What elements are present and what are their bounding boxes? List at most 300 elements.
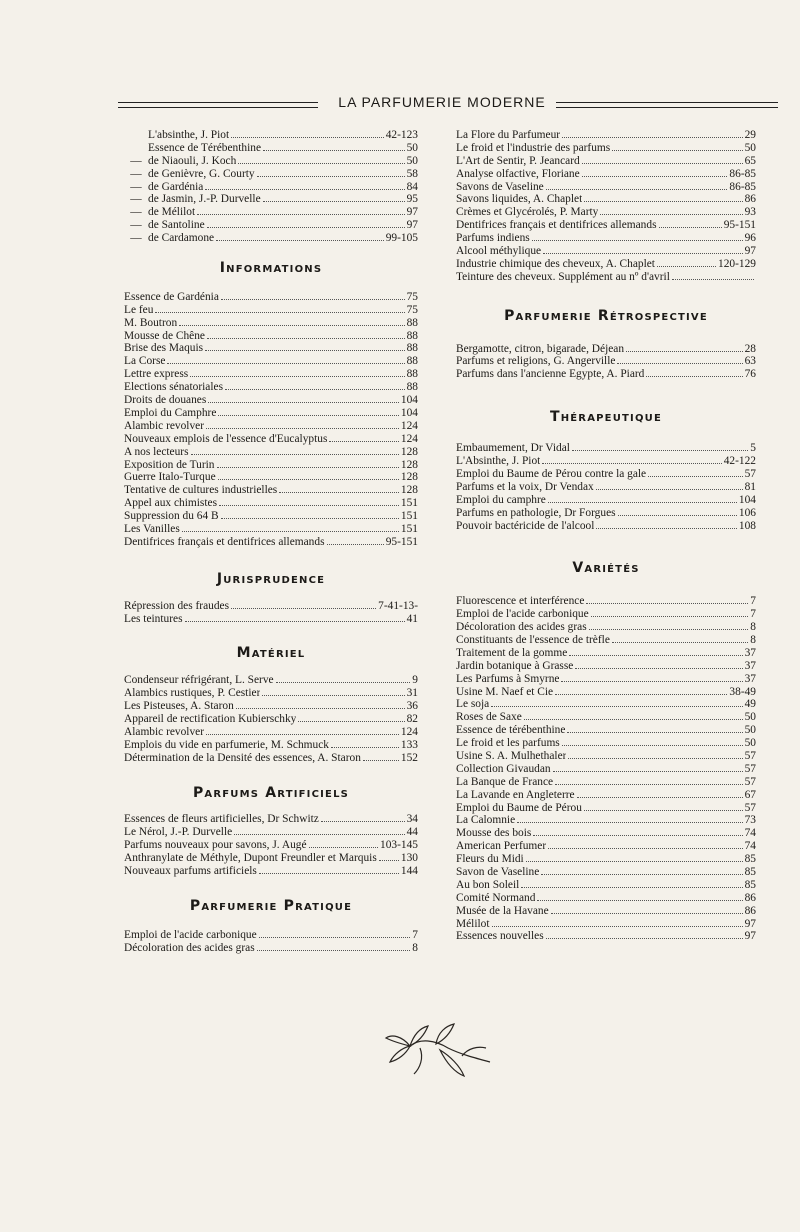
dot-leader [596, 482, 743, 490]
toc-entry [456, 271, 756, 284]
entry-title: Usine M. Naef et Cie [456, 685, 554, 698]
toc-entry [124, 368, 418, 381]
page-number: 151 [400, 497, 418, 510]
toc-entry [124, 826, 418, 839]
toc-entry [456, 608, 756, 621]
dot-leader [543, 246, 743, 254]
toc-entry [456, 827, 756, 840]
entry-title: Parfums et religions, G. Angerville [456, 355, 616, 368]
page-number: 38-49 [729, 685, 756, 698]
toc-entry [456, 494, 756, 507]
toc-entry [124, 484, 418, 497]
entry-title: La Banque de France [456, 775, 554, 788]
entry-title: Parfums et la voix, Dr Vendax [456, 480, 594, 493]
page-number: 97 [406, 219, 418, 232]
page-number: 124 [400, 725, 418, 738]
entry-title: Essences de fleurs artificielles, Dr Schwitz [124, 813, 319, 826]
section-heading: Informations [219, 260, 323, 277]
dot-leader [562, 738, 743, 746]
dot-leader [298, 714, 404, 722]
page-number: 8 [412, 941, 418, 954]
entry-title: Suppression du 64 B [124, 510, 219, 523]
toc-entry [456, 507, 756, 520]
section-therapeutique [456, 411, 756, 532]
dot-leader [541, 867, 742, 875]
dot-leader [218, 408, 399, 416]
page-number: 128 [400, 471, 418, 484]
entry-title: Guerre Italo-Turque [124, 471, 216, 484]
section-heading: Thérapeutique [549, 409, 663, 426]
entry-title: Condenseur réfrigérant, L. Serve [124, 674, 274, 687]
dot-leader [548, 841, 742, 849]
entry-title: Musée de la Havane [456, 904, 549, 917]
page-number: 85 [744, 878, 756, 891]
entry-title: Emploi de l'acide carbonique [124, 928, 257, 941]
entry-title: Savons liquides, A. Chaplet [456, 193, 583, 206]
entry-title: de Santoline [148, 219, 205, 232]
dot-leader [548, 495, 737, 503]
dot-leader [321, 814, 405, 822]
dot-leader [562, 130, 743, 138]
dot-leader [555, 687, 727, 695]
dot-leader [659, 220, 722, 228]
toc-entry [124, 600, 418, 613]
dot-leader [551, 906, 743, 914]
dot-leader [182, 524, 399, 532]
flower-ornament-icon [380, 1018, 500, 1088]
entry-title: Savons de Vaseline [456, 180, 544, 193]
toc-entry [124, 510, 418, 523]
page-number: 93 [744, 206, 756, 219]
toc-entry [456, 168, 756, 181]
toc-entry [124, 394, 418, 407]
entry-title: Répression des fraudes [124, 599, 230, 612]
entry-title: Les Vanilles [124, 522, 180, 535]
toc-entry [456, 142, 756, 155]
dot-leader [263, 194, 405, 202]
header-rule-right [556, 102, 778, 108]
page-number: 103-145 [380, 839, 418, 852]
page-number: 88 [406, 381, 418, 394]
dot-leader [553, 764, 743, 772]
page-number: 88 [406, 368, 418, 381]
ditto-dash: — [130, 180, 142, 193]
dot-leader [205, 182, 404, 190]
section-heading: Jurisprudence [216, 570, 326, 587]
entry-title: L'Absinthe, J. Piot [456, 455, 541, 468]
dot-leader [331, 740, 399, 748]
toc-entry [456, 673, 756, 686]
toc-entry [124, 929, 418, 942]
entry-title: Fleurs du Midi [456, 853, 524, 866]
dot-leader [521, 880, 742, 888]
page-number: 34 [406, 813, 418, 826]
toc-entry [124, 446, 418, 459]
dot-leader [586, 596, 748, 604]
page-number: 106 [738, 506, 756, 519]
entry-title: La Lavande en Angleterre [456, 788, 575, 801]
entry-title: Le feu [124, 303, 154, 316]
entry-title: Le froid et l'industrie des parfums [456, 141, 611, 154]
toc-entry [456, 892, 756, 905]
entry-title: Collection Givaudan [456, 762, 551, 775]
entry-title: Elections sénatoriales [124, 381, 224, 394]
entry-title: Roses de Saxe [456, 711, 522, 724]
toc-entry [124, 839, 418, 852]
dot-leader [208, 395, 399, 403]
toc-entry [456, 368, 756, 381]
toc-entry [124, 613, 418, 626]
dot-leader [546, 182, 728, 190]
page-number: 151 [400, 510, 418, 523]
dot-leader [206, 421, 399, 429]
entry-title: Tentative de cultures industrielles [124, 484, 278, 497]
dot-leader [221, 511, 399, 519]
dot-leader [327, 537, 384, 545]
dot-leader [600, 207, 742, 215]
page-number: 29 [744, 129, 756, 141]
entry-title: Jardin botanique à Grasse [456, 659, 574, 672]
toc-entry [124, 291, 418, 304]
toc-entry [124, 865, 418, 878]
page-number: 81 [744, 480, 756, 493]
toc-entry [124, 304, 418, 317]
toc-entry [124, 942, 418, 955]
ditto-dash: — [130, 232, 142, 245]
entry-title: Le Nérol, J.-P. Durvelle [124, 826, 233, 839]
entry-title: Traitement de la gomme [456, 646, 568, 659]
entry-title: La Flore du Parfumeur [456, 129, 561, 141]
entry-title: Mélilot [456, 917, 490, 930]
toc-entry [124, 219, 418, 232]
page-title: LA PARFUMERIE MODERNE [338, 94, 546, 110]
dot-leader [672, 272, 754, 280]
dot-leader [191, 447, 399, 455]
dot-leader [537, 893, 742, 901]
toc-entry [124, 523, 418, 536]
dot-leader [257, 943, 411, 951]
toc-entry [456, 343, 756, 356]
left-column [124, 129, 418, 955]
toc-entry [456, 879, 756, 892]
entry-title: Dentifrices français et dentifrices allemands [456, 219, 657, 232]
entry-title: Emploi de l'acide carbonique [456, 608, 589, 621]
dot-leader [217, 460, 399, 468]
page-number: 95-151 [723, 219, 756, 232]
entry-title: Appareil de rectification Kubierschky [124, 713, 297, 725]
dot-leader [584, 803, 743, 811]
toc-entry [124, 471, 418, 484]
toc-entry [124, 381, 418, 394]
page-number: 75 [406, 303, 418, 316]
page-number: 67 [744, 788, 756, 801]
entry-title: de Gardénia [148, 180, 204, 193]
dot-leader [216, 233, 384, 241]
ditto-dash: — [130, 193, 142, 206]
toc-entry [456, 853, 756, 866]
entry-title: M. Boutron [124, 316, 178, 329]
toc-entry [456, 776, 756, 789]
entry-title: Bergamotte, citron, bigarade, Déjean [456, 342, 625, 355]
page-header [118, 94, 778, 114]
page-number: 50 [406, 141, 418, 154]
toc-entry [124, 726, 418, 739]
dot-leader [197, 207, 404, 215]
page-number: 86-85 [729, 180, 756, 193]
dot-leader [569, 648, 742, 656]
page-number: 41 [406, 612, 418, 625]
entry-title: de Mélilot [148, 206, 196, 219]
page-number: 152 [400, 751, 418, 764]
toc-entry [124, 142, 418, 155]
dot-leader [225, 382, 405, 390]
dot-leader [612, 635, 748, 643]
toc-entry [456, 763, 756, 776]
page-number: 74 [744, 840, 756, 853]
page-number: 75 [406, 290, 418, 303]
entry-title: Parfums indiens [456, 232, 530, 245]
toc-entry [124, 355, 418, 368]
dot-leader [491, 699, 742, 707]
toc-entry [124, 674, 418, 687]
toc-entry [456, 802, 756, 815]
dot-leader [167, 356, 404, 364]
section-parfumerie-pratique [124, 897, 418, 955]
page-number: 86 [744, 891, 756, 904]
toc-entry [124, 168, 418, 181]
entry-title: Nouveaux parfums artificiels [124, 865, 257, 878]
dot-leader [648, 469, 743, 477]
dot-leader [526, 854, 743, 862]
toc-entry [456, 129, 756, 142]
dot-leader [309, 840, 378, 848]
toc-entry [124, 420, 418, 433]
toc-entry [456, 930, 756, 943]
ditto-dash: — [130, 167, 142, 180]
page-number: 120-129 [718, 257, 756, 270]
entry-title: Essence de térébenthine [456, 724, 566, 737]
entry-title: Essence de Térébenthine [148, 141, 262, 154]
dot-leader [155, 305, 404, 313]
dot-leader [546, 931, 743, 939]
toc-entry [456, 355, 756, 368]
page-number: 130 [400, 852, 418, 865]
entry-title: Analyse olfactive, Floriane [456, 167, 580, 180]
page-number: 108 [738, 519, 756, 532]
section-heading: Parfumerie Rétrospective [504, 307, 708, 324]
page-number: 104 [738, 493, 756, 506]
entry-title: Décoloration des acides gras [456, 621, 587, 634]
toc-entry [456, 698, 756, 711]
dot-leader [259, 930, 411, 938]
entry-title: Alambics rustiques, P. Cestier [124, 687, 261, 700]
toc-entry [456, 206, 756, 219]
toc-entry [456, 520, 756, 533]
page-number: 58 [406, 167, 418, 180]
entry-title: Mousse des bois [456, 827, 532, 840]
entry-title: Les Parfums à Smyrne [456, 672, 560, 685]
toc-entry [456, 181, 756, 194]
dot-leader [218, 472, 399, 480]
toc-entry [456, 595, 756, 608]
page-number: 104 [400, 406, 418, 419]
entry-title: Alambic revolver [124, 419, 205, 432]
toc-entry [456, 455, 756, 468]
toc-entry [124, 181, 418, 194]
entry-title: de Niaouli, J. Koch [148, 154, 237, 167]
page-number: 73 [744, 814, 756, 827]
dot-leader [542, 456, 721, 464]
dot-leader [612, 143, 742, 151]
page-number: 97 [744, 930, 756, 943]
entry-title: La Calomnie [456, 814, 516, 827]
dot-leader [259, 866, 399, 874]
entry-title: Au bon Soleil [456, 878, 520, 891]
entry-title: Appel aux chimistes [124, 497, 218, 510]
toc-entry [456, 918, 756, 931]
toc-entry [456, 647, 756, 660]
page-number: 74 [744, 827, 756, 840]
page-number: 57 [744, 801, 756, 814]
dot-leader [646, 369, 742, 377]
dot-leader [179, 318, 404, 326]
dot-leader [577, 790, 743, 798]
page-number: 50 [406, 154, 418, 167]
section-varietes [456, 562, 756, 943]
page-number: 95 [406, 193, 418, 206]
entry-title: Décoloration des acides gras [124, 941, 255, 954]
toc-entry [124, 459, 418, 472]
page-number: 124 [400, 419, 418, 432]
dot-leader [205, 343, 405, 351]
toc-entry [456, 634, 756, 647]
toc-entry [456, 686, 756, 699]
entry-title: Dentifrices français et dentifrices allemands [124, 535, 325, 548]
dot-leader [236, 701, 405, 709]
entry-title: de Cardamone [148, 232, 215, 245]
toc-entry [456, 866, 756, 879]
entry-title: Emploi du camphre [456, 493, 546, 506]
toc-entry [124, 155, 418, 168]
page-number: 5 [750, 442, 756, 455]
dot-leader [234, 827, 404, 835]
toc-entry [124, 687, 418, 700]
toc-entry [124, 232, 418, 245]
dot-leader [589, 622, 749, 630]
page-number: 128 [400, 484, 418, 497]
entry-title: Pouvoir bactéricide de l'alcool [456, 519, 595, 532]
page-number: 63 [744, 355, 756, 368]
toc-entry [456, 258, 756, 271]
entry-title: Alambic revolver [124, 725, 205, 738]
entry-title: Mousse de Chêne [124, 329, 205, 342]
page-number: 96 [744, 232, 756, 245]
dot-leader [568, 751, 742, 759]
dot-leader [582, 169, 728, 177]
ditto-dash: — [130, 206, 142, 219]
page-number: 50 [744, 141, 756, 154]
toc-entry [124, 739, 418, 752]
page-number: 37 [744, 659, 756, 672]
page-number: 7 [750, 608, 756, 621]
dot-leader [561, 674, 742, 682]
entry-title: Le froid et les parfums [456, 737, 560, 750]
page-number: 49 [744, 698, 756, 711]
page-number: 95-151 [385, 535, 418, 548]
entry-title: Parfums dans l'ancienne Egypte, A. Piard [456, 368, 645, 381]
page-number: 44 [406, 826, 418, 839]
dot-leader [575, 661, 742, 669]
page-number: 84 [406, 180, 418, 193]
page-number: 57 [744, 775, 756, 788]
entry-title: Anthranylate de Méthyle, Dupont Freundler et Marquis [124, 852, 377, 865]
entry-title: Emplois du vide en parfumerie, M. Schmuck [124, 738, 329, 751]
toc-entry [456, 789, 756, 802]
toc-entry [456, 737, 756, 750]
toc-entry [124, 852, 418, 865]
section-heading: Parfums Artificiels [192, 784, 350, 801]
page-number: 31 [406, 687, 418, 700]
toc-entry [124, 342, 418, 355]
toc-entry [124, 713, 418, 726]
section-informations [124, 262, 418, 549]
dot-leader [221, 292, 405, 300]
toc-entry [456, 232, 756, 245]
dot-leader [207, 331, 405, 339]
page-number: 57 [744, 467, 756, 480]
entry-title: Brise des Maquis [124, 342, 204, 355]
dot-leader [582, 156, 743, 164]
page-number: 85 [744, 853, 756, 866]
toc-entry [124, 193, 418, 206]
toc-entry [124, 813, 418, 826]
entry-title: Industrie chimique des cheveux, A. Chaplet [456, 257, 655, 270]
page-number: 88 [406, 316, 418, 329]
dot-leader [262, 688, 404, 696]
entry-title: Savon de Vaseline [456, 866, 540, 879]
dot-leader [231, 130, 384, 138]
page-number: 86-85 [729, 167, 756, 180]
section-jurisprudence [124, 570, 418, 626]
dot-leader [206, 727, 399, 735]
dot-leader [567, 725, 742, 733]
header-rule-left [118, 102, 318, 108]
dot-leader [532, 233, 743, 241]
dot-leader [207, 220, 405, 228]
intro-entries [456, 129, 756, 284]
entry-title: Parfums en pathologie, Dr Forgues [456, 506, 616, 519]
dot-leader [626, 344, 743, 352]
section-heading: Parfumerie Pratique [189, 897, 353, 914]
section-heading: Matériel [236, 645, 306, 662]
dot-leader [279, 485, 399, 493]
page-number: 104 [400, 394, 418, 407]
entry-title: L'absinthe, J. Piot [148, 129, 230, 141]
entry-title: Les teintures [124, 612, 183, 625]
dot-leader [572, 443, 748, 451]
page-number: 36 [406, 700, 418, 713]
entry-title: Constituants de l'essence de trèfle [456, 633, 610, 646]
page-number: 97 [744, 245, 756, 258]
entry-title: Essences nouvelles [456, 930, 544, 943]
entry-title: L'Art de Sentir, P. Jeancard [456, 154, 580, 167]
section-heading: Variétés [572, 560, 640, 577]
page-number: 128 [400, 458, 418, 471]
page-number: 8 [750, 621, 756, 634]
right-column [456, 129, 756, 943]
dot-leader [533, 828, 742, 836]
dot-leader [276, 675, 411, 683]
